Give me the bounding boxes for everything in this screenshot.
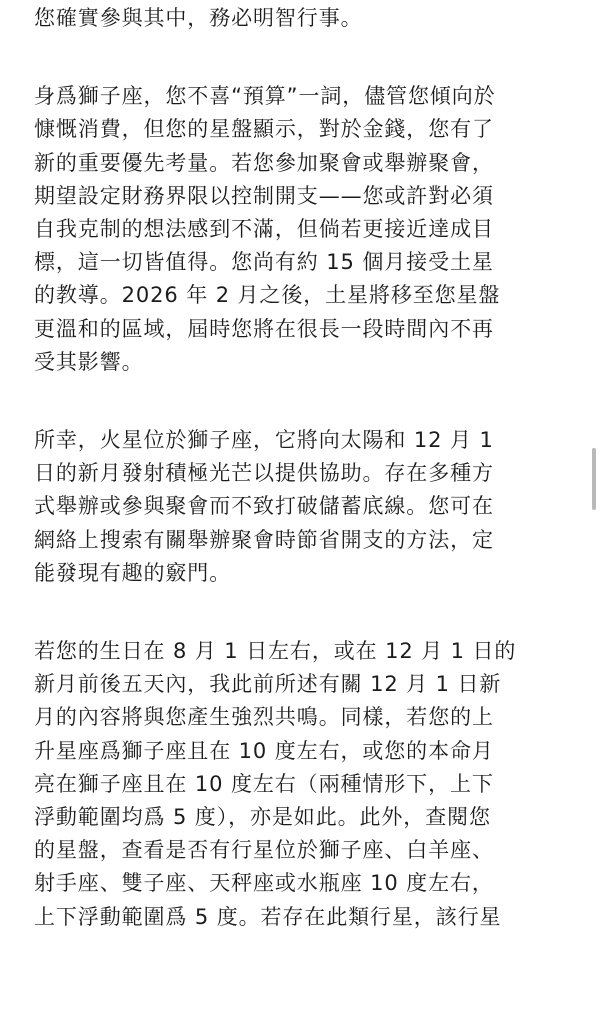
paragraph-mars: 所幸，火星位於獅子座，它將向太陽和 12 月 1 日的新月發射積極光芒以提供協助。存在多種方 式舉辦或參與聚會而不致打破儲蓄底線。您可在 網絡上搜索有關舉辦聚會時節省開支的方法，定 能發現有趣的竅門。 [34,428,494,585]
paragraph-gap [34,590,582,635]
paragraph-birthday: 若您的生日在 8 月 1 日左右，或在 12 月 1 日的 新月前後五天內，我此前所述有關 12 月 1 日新 月的內容將與您產生強烈共鳴。同樣，若您的上 升星座爲獅子座且在 10 度左右，或您的本命月 亮在獅子座且在 10 度左右（兩種情形下，上下 浮動範圍均爲 5 度），亦是如此。此外，查閱您 的星盤，查看是否有行星位於獅子座、白羊座、 射手座、雙子座、天秤座或水瓶座 10 度左右， 上下浮動範圍爲 5 度。若存在此類行星，該行星 [34,639,517,929]
scrollbar-thumb[interactable] [592,448,596,510]
paragraph-gap [34,379,582,424]
paragraph-budget: 身爲獅子座，您不喜“預算”一詞，儘管您傾向於 慷慨消費，但您的星盤顯示，對於金錢，您有了 新的重要優先考量。若您參加聚會或舉辦聚會， 期望設定財務界限以控制開支——您或許對必須 自我克制的想法感到不滿，但倘若更接近達成目 標，這一切皆值得。您尚有約 15 個月接受土星 的教導。2026 年 2 月之後，土星將移至您星盤 更溫和的區域，屆時您將在很長一段時間內不再 受其影響。 [34,84,501,374]
article-body [34,0,582,1024]
paragraph-intro-ending: 您確實參與其中，務必明智行事。 [34,6,363,30]
paragraph-gap [34,35,582,80]
